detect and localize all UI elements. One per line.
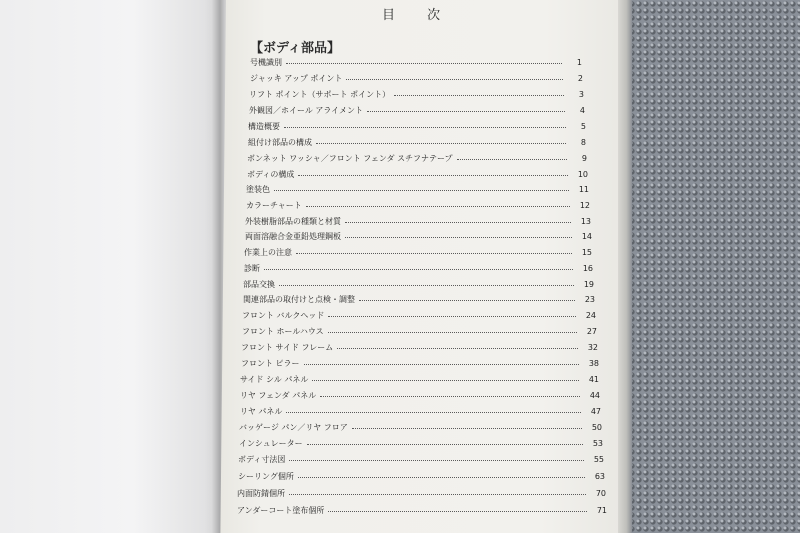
toc-leader-dots <box>307 444 583 445</box>
toc-entry-label: 外装樹脂部品の種類と材質 <box>245 216 341 226</box>
toc-entry-page: 8 <box>580 137 586 147</box>
toc-entry-page: 70 <box>595 488 606 498</box>
toc-entry <box>237 503 607 517</box>
toc-entry <box>249 87 584 101</box>
toc-entry-page: 1 <box>576 57 582 67</box>
toc-leader-dots <box>279 285 574 286</box>
toc-entry-page: 2 <box>577 73 583 83</box>
toc-entry-page: 63 <box>594 471 605 481</box>
toc-leader-dots <box>304 364 579 365</box>
toc-entry-page: 12 <box>579 200 590 210</box>
toc-entry-label: 塗装色 <box>246 184 270 194</box>
toc-entry <box>245 214 591 228</box>
toc-entry-page: 44 <box>589 390 600 400</box>
toc-entry <box>244 245 592 259</box>
toc-entry <box>248 119 586 133</box>
toc-leader-dots <box>359 300 575 301</box>
toc-entry <box>242 308 596 322</box>
toc-entry-label: 構造概要 <box>248 121 280 131</box>
toc-entry-page: 3 <box>578 89 584 99</box>
toc-leader-dots <box>284 127 566 128</box>
toc-leader-dots <box>296 253 572 254</box>
toc-entry-label: 号機識別 <box>250 57 282 67</box>
toc-leader-dots <box>306 206 570 207</box>
toc-entry-label: リヤ パネル <box>240 406 283 416</box>
toc-entry <box>241 340 598 354</box>
toc-entry <box>248 135 586 149</box>
toc-entry-label: 内面防錆個所 <box>237 488 285 498</box>
toc-entry-label: リフト ポイント（サポート ポイント） <box>249 89 391 99</box>
toc-entry <box>250 55 582 69</box>
toc-entry-page: 4 <box>579 105 585 115</box>
toc-leader-dots <box>320 396 580 397</box>
toc-entry-page: 47 <box>590 406 601 416</box>
toc-entry <box>246 182 589 196</box>
toc-leader-dots <box>289 494 586 495</box>
toc-entry-label: ボディ寸法図 <box>238 454 286 464</box>
toc-entry <box>240 372 599 386</box>
toc-entry-page: 53 <box>592 438 603 448</box>
toc-leader-dots <box>298 175 568 176</box>
toc-leader-dots <box>457 159 567 160</box>
toc-leader-dots <box>328 511 587 512</box>
toc-entry-label: 組付け部品の構成 <box>248 137 312 147</box>
toc-leader-dots <box>312 380 579 381</box>
toc-leader-dots <box>367 111 565 112</box>
toc-entry <box>240 404 601 418</box>
toc-entry <box>239 436 603 450</box>
toc-leader-dots <box>328 332 577 333</box>
toc-entry-page: 23 <box>584 294 595 304</box>
toc-entry-label: 診断 <box>244 263 260 273</box>
toc-entry <box>243 292 595 306</box>
toc-entry-label: フロント ホールハウス <box>242 326 324 336</box>
toc-entry <box>238 469 605 483</box>
toc-entry-page: 15 <box>581 247 592 257</box>
toc-leader-dots <box>337 348 578 349</box>
toc-entry-page: 19 <box>583 279 594 289</box>
toc-entry-page: 10 <box>577 169 588 179</box>
page-title: 目 次 <box>382 8 455 23</box>
toc-entry-label: 部品交換 <box>243 279 275 289</box>
toc-entry-page: 41 <box>588 374 599 384</box>
toc-entry-label: ボンネット ワッシャ／フロント フェンダ スチフナテープ <box>247 153 453 163</box>
toc-leader-dots <box>274 190 569 191</box>
toc-entry-label: フロント ピラー <box>241 358 300 368</box>
toc-entry-page: 38 <box>588 358 599 368</box>
toc-leader-dots <box>345 237 572 238</box>
toc-entry-label: 作業上の注意 <box>244 247 292 257</box>
toc-entry-page: 24 <box>585 310 596 320</box>
toc-entry <box>250 71 583 85</box>
toc-entry-page: 14 <box>581 231 592 241</box>
section-heading: 【ボディ部品】 <box>250 41 340 56</box>
toc-entry <box>243 277 594 291</box>
toc-entry-label: バッゲージ パン／リヤ フロア <box>239 422 348 432</box>
toc-leader-dots <box>286 412 581 413</box>
toc-entry-label: シーリング個所 <box>238 471 294 481</box>
toc-entry-page: 5 <box>580 121 586 131</box>
toc-entry <box>249 103 585 117</box>
toc-entry <box>237 486 606 500</box>
toc-entry-page: 71 <box>596 505 607 515</box>
toc-entry <box>239 420 602 434</box>
toc-entry-page: 55 <box>593 454 604 464</box>
toc-entry-label: ジャッキ アップ ポイント <box>250 73 343 83</box>
toc-leader-dots <box>316 143 566 144</box>
toc-entry-label: フロント サイド フレーム <box>241 342 334 352</box>
page-edge <box>618 0 632 533</box>
toc-entry-label: 両面溶融合金亜鉛処理鋼板 <box>245 231 341 241</box>
toc-entry <box>247 151 587 165</box>
toc-entry-label: サイド シル パネル <box>240 374 309 384</box>
toc-entry <box>240 388 600 402</box>
toc-leader-dots <box>352 428 582 429</box>
toc-leader-dots <box>298 477 585 478</box>
toc-entry <box>247 167 588 181</box>
toc-entry <box>238 452 604 466</box>
toc-leader-dots <box>286 63 562 64</box>
toc-entry-label: ボディの構成 <box>247 169 295 179</box>
toc-leader-dots <box>394 95 564 96</box>
toc-entry <box>241 356 599 370</box>
toc-entry <box>244 261 593 275</box>
toc-entry-page: 50 <box>591 422 602 432</box>
toc-entry-page: 13 <box>580 216 591 226</box>
toc-entry-label: フロント バルクヘッド <box>242 310 325 320</box>
left-page <box>0 0 222 533</box>
toc-entry-page: 27 <box>586 326 597 336</box>
toc-leader-dots <box>264 269 573 270</box>
toc-entry-label: リヤ フェンダ パネル <box>240 390 317 400</box>
toc-entry <box>246 198 590 212</box>
toc-entry-label: 関連部品の取付けと点検・調整 <box>243 294 355 304</box>
toc-entry-label: インシュレーター <box>239 438 303 448</box>
toc-entry-page: 9 <box>581 153 587 163</box>
toc-entry-label: 外観図／ホイール アライメント <box>249 105 364 115</box>
toc-entry-page: 32 <box>587 342 598 352</box>
toc-entry-page: 16 <box>582 263 593 273</box>
toc-leader-dots <box>289 460 584 461</box>
toc-entry <box>245 229 592 243</box>
toc-entry-page: 11 <box>578 184 589 194</box>
toc-entry-label: アンダーコート塗布個所 <box>237 505 325 515</box>
toc-leader-dots <box>328 316 576 317</box>
toc-leader-dots <box>346 79 563 80</box>
toc-entry-label: カラーチャート <box>246 200 302 210</box>
toc-leader-dots <box>345 222 571 223</box>
toc-entry <box>242 324 597 338</box>
